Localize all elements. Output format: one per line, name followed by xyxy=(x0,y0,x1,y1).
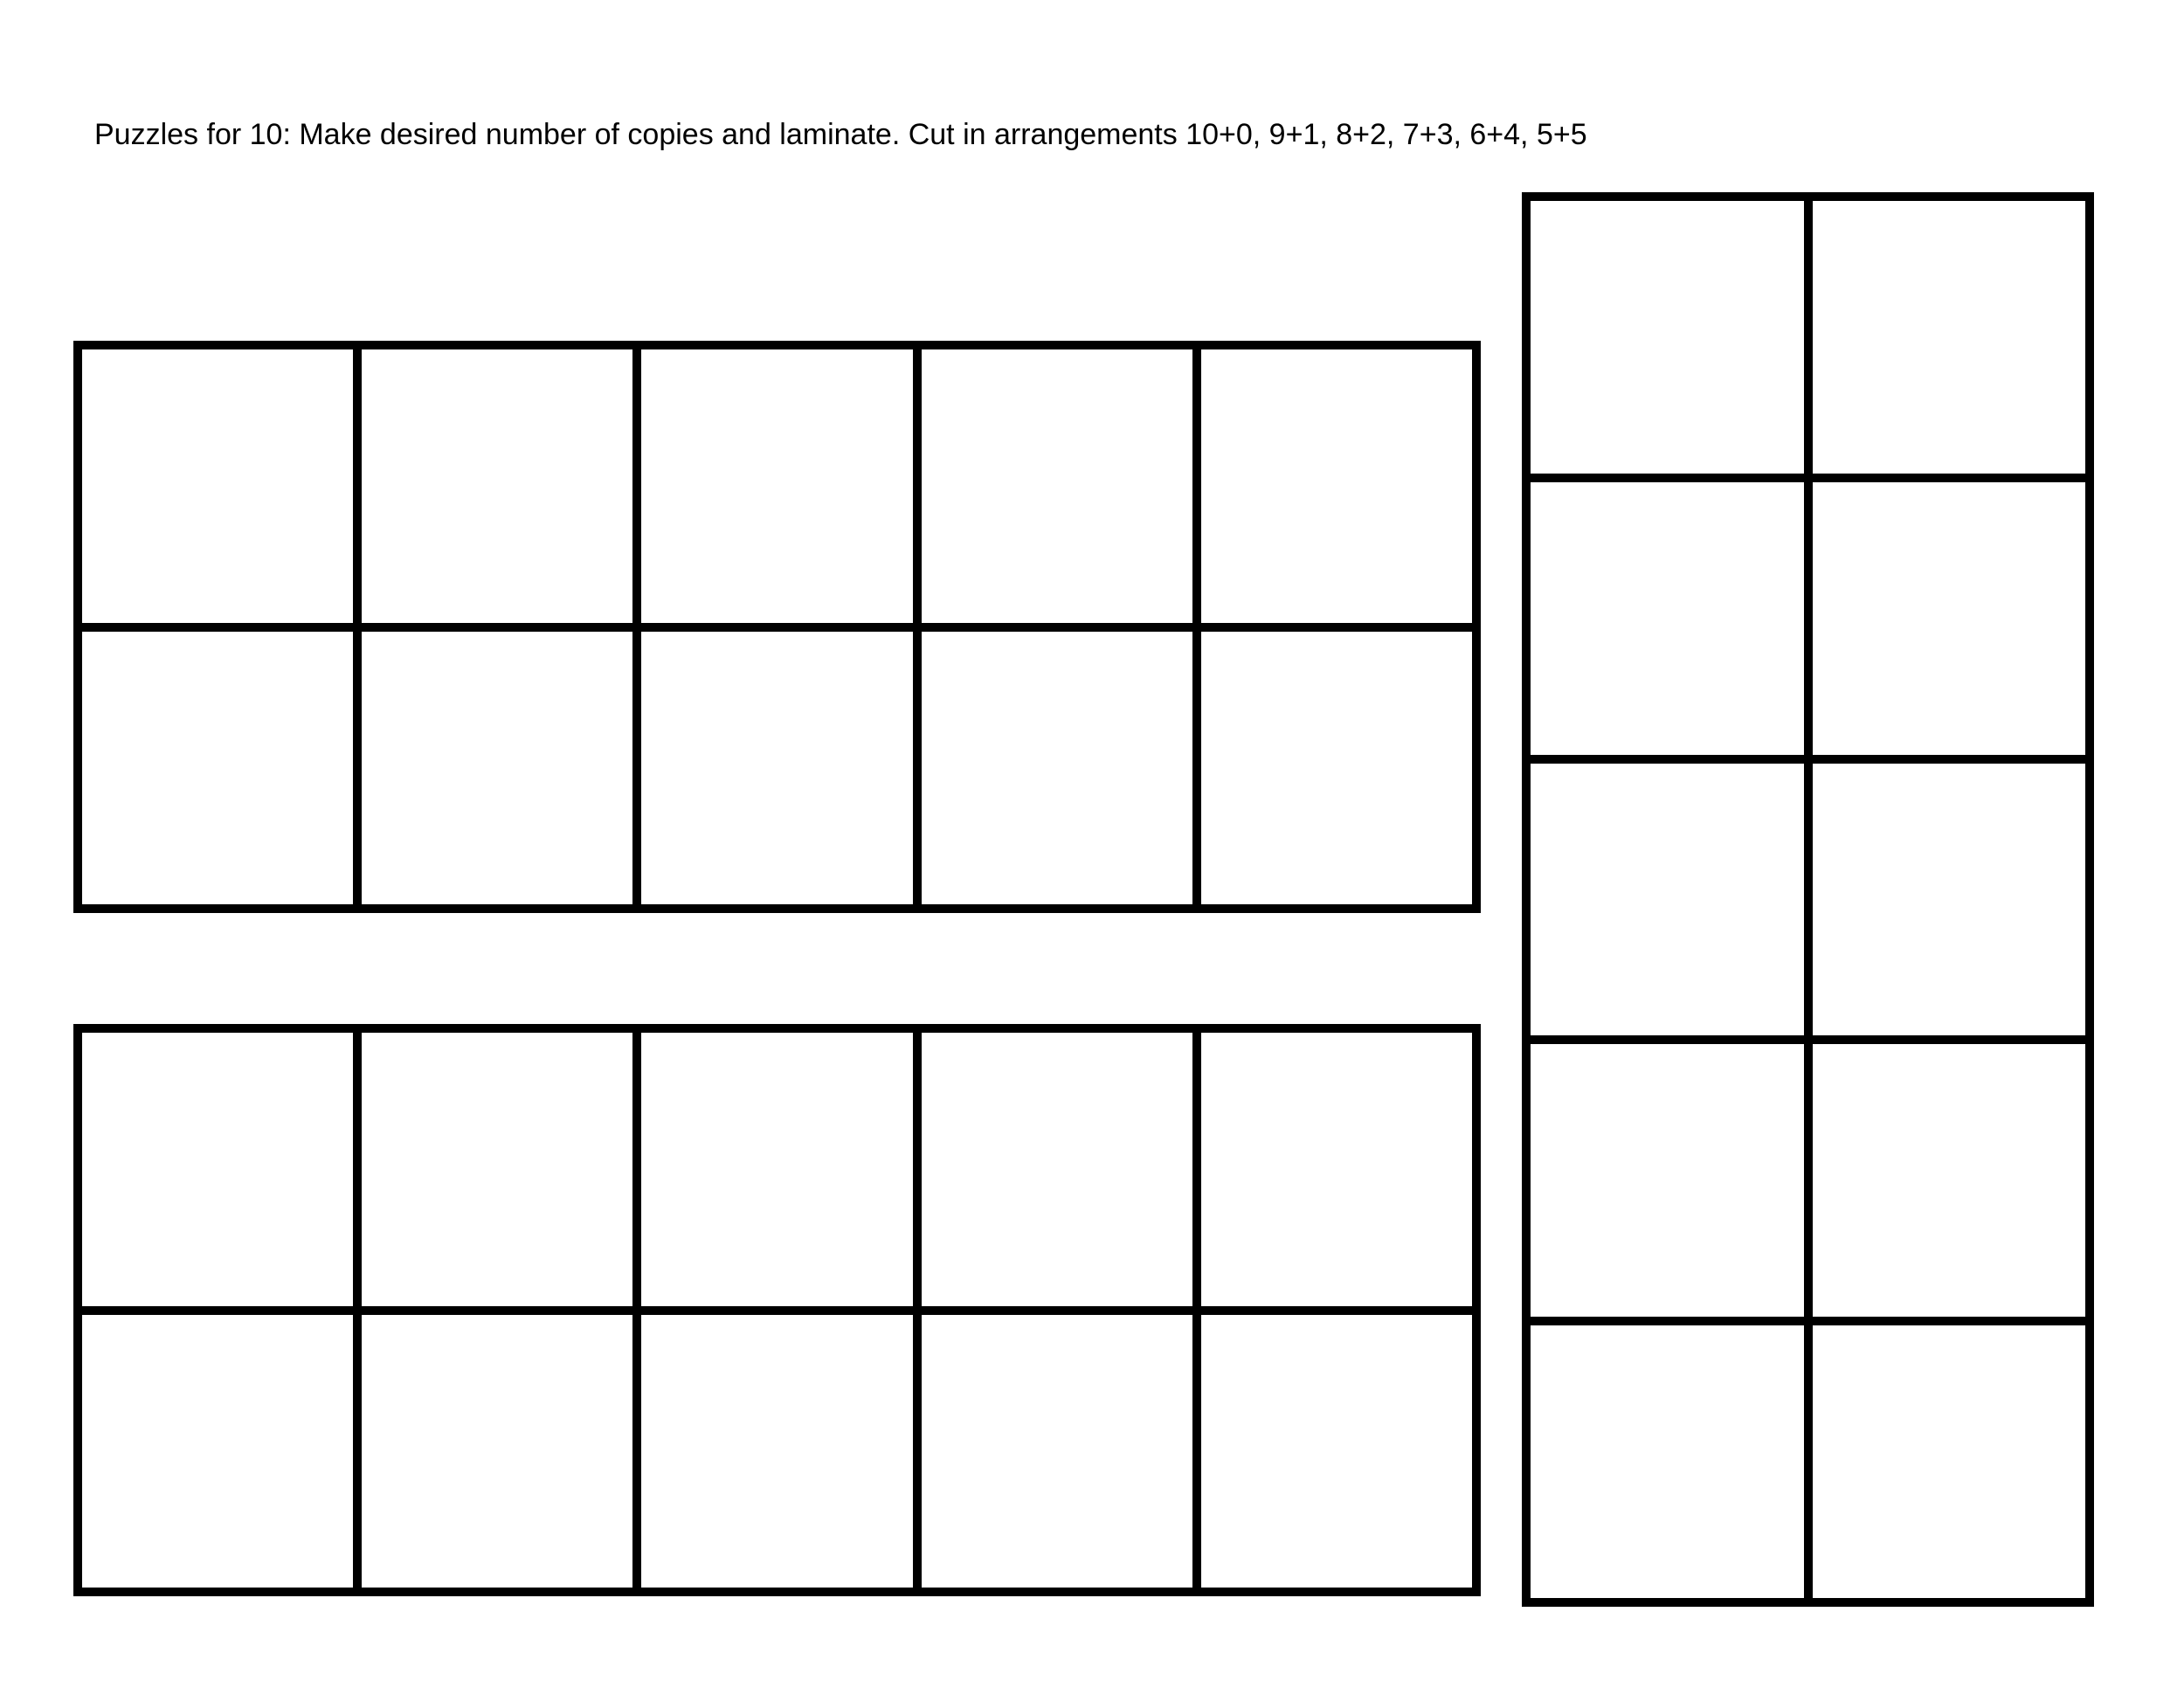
ten-frame-cell xyxy=(917,345,1197,627)
ten-frame-cell xyxy=(357,1311,637,1593)
ten-frame-cell xyxy=(637,1311,916,1593)
ten-frame-cell xyxy=(357,345,637,627)
ten-frame-cell xyxy=(78,345,357,627)
ten-frame-cell xyxy=(1526,1040,1808,1321)
ten-frame-cell xyxy=(1526,759,1808,1041)
ten-frame-top xyxy=(73,341,1481,913)
ten-frame-cell xyxy=(357,1028,637,1311)
ten-frame-cell xyxy=(917,1311,1197,1593)
ten-frame-cell xyxy=(637,627,916,910)
ten-frame-bottom xyxy=(73,1024,1481,1596)
ten-frame-cell xyxy=(78,1311,357,1593)
ten-frame-cell xyxy=(1197,1028,1476,1311)
ten-frame-cell xyxy=(637,1028,916,1311)
ten-frame-cell xyxy=(1526,478,1808,759)
ten-frame-cell xyxy=(1808,197,2091,478)
ten-frame-cell xyxy=(1197,627,1476,910)
ten-frame-cell xyxy=(1808,759,2091,1041)
ten-frame-cell xyxy=(1808,1040,2091,1321)
ten-frame-cell xyxy=(1808,1321,2091,1602)
ten-frame-cell xyxy=(1197,345,1476,627)
ten-frame-cell xyxy=(357,627,637,910)
ten-frame-cell xyxy=(1526,1321,1808,1602)
ten-frame-right xyxy=(1522,192,2094,1607)
instructions-text: Puzzles for 10: Make desired number of copies and laminate. Cut in arrangements 10+0, 9+1, 8+2, 7+3, 6+4, 5+5 xyxy=(94,118,1587,151)
ten-frame-cell xyxy=(917,627,1197,910)
ten-frame-cell xyxy=(78,627,357,910)
ten-frame-cell xyxy=(917,1028,1197,1311)
ten-frame-cell xyxy=(1197,1311,1476,1593)
ten-frame-cell xyxy=(1808,478,2091,759)
ten-frame-cell xyxy=(78,1028,357,1311)
ten-frame-cell xyxy=(637,345,916,627)
ten-frame-cell xyxy=(1526,197,1808,478)
